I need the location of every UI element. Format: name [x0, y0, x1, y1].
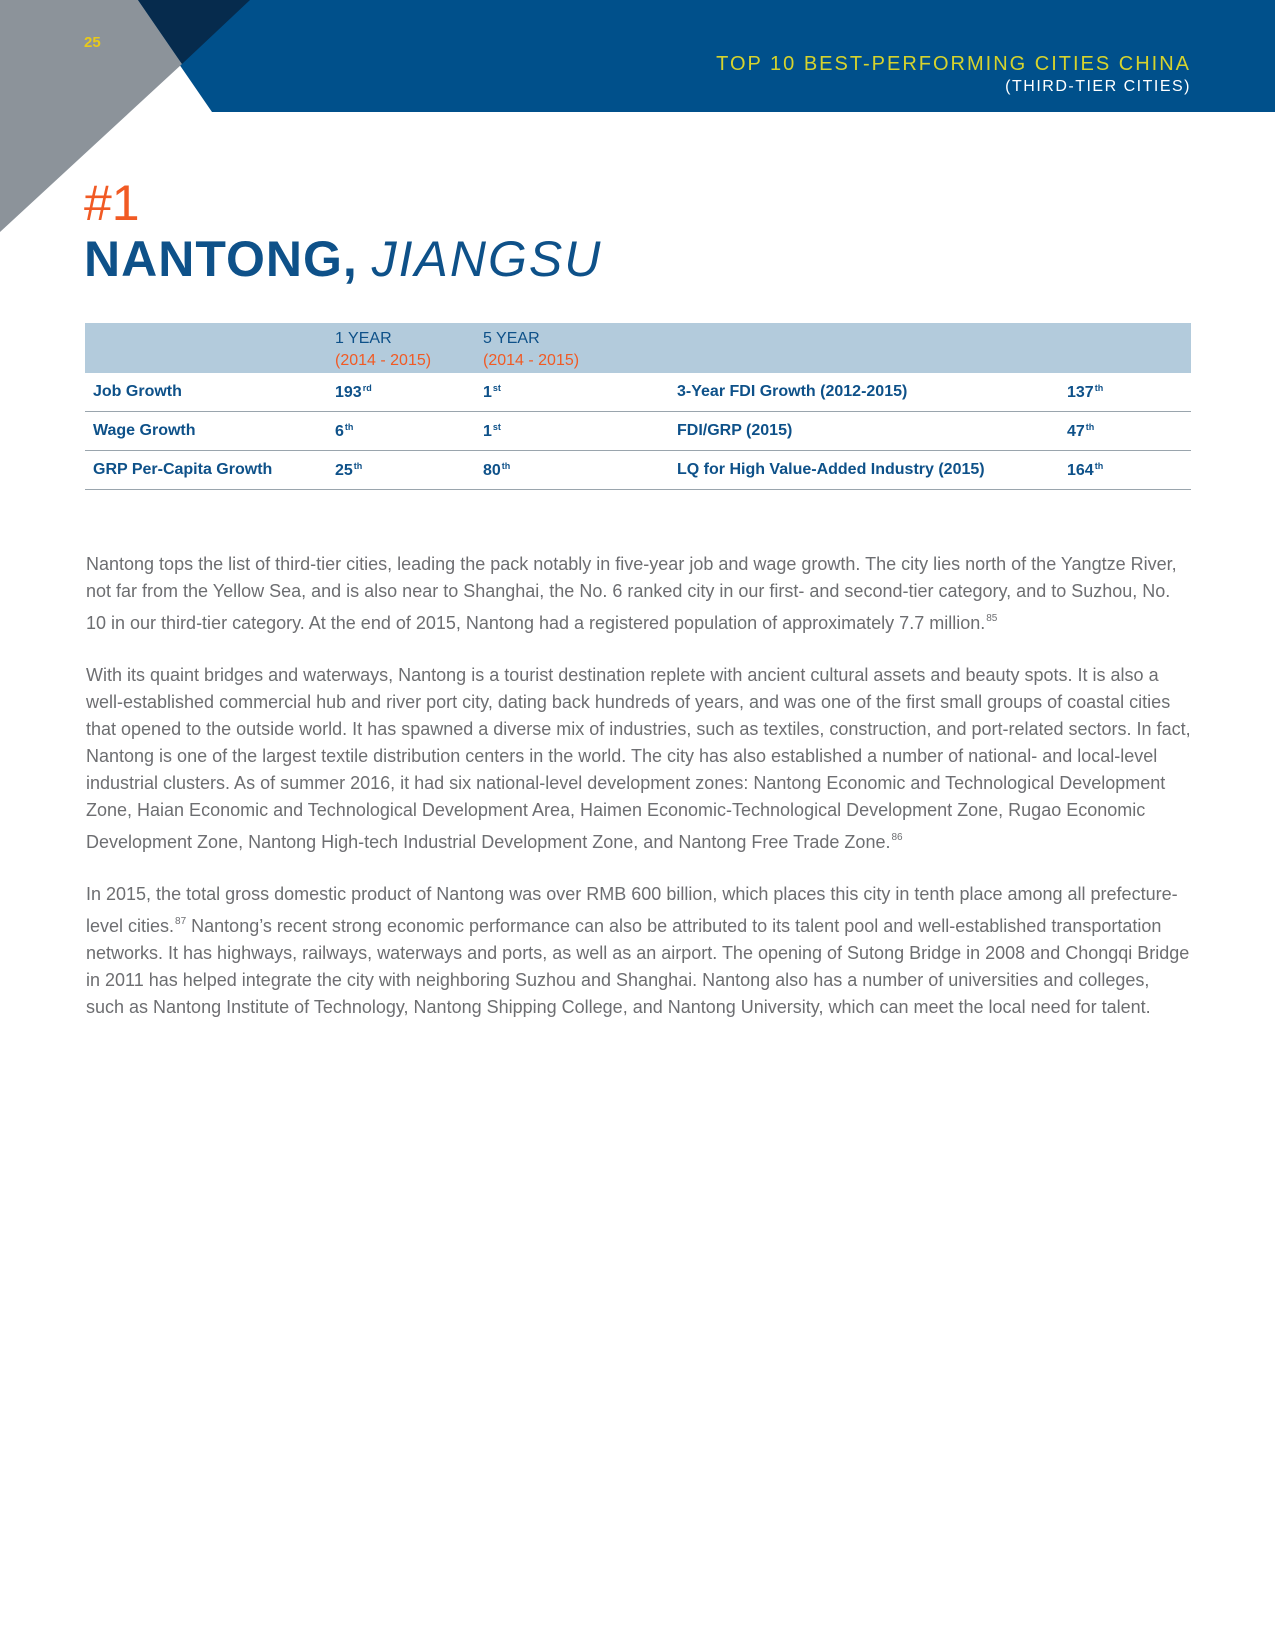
footnote-ref: 86 [891, 832, 903, 843]
footnote-ref: 87 [175, 916, 187, 927]
col-5-year-label: 5 YEAR [483, 330, 540, 347]
metric-rank: 164th [1067, 461, 1104, 479]
table-row [85, 373, 1191, 412]
rank-5-year: 1st [483, 383, 501, 401]
rank-5-year: 1st [483, 422, 501, 440]
header-title: TOP 10 BEST-PERFORMING CITIES CHINA [716, 53, 1191, 75]
table-row [85, 451, 1191, 490]
city-title [84, 231, 603, 287]
metric-label: FDI/GRP (2015) [677, 422, 793, 439]
city-rank: #1 [84, 175, 140, 231]
rank-1-year: 25th [335, 461, 363, 479]
header-subtitle: (THIRD-TIER CITIES) [1005, 78, 1191, 95]
header-background [0, 0, 1275, 240]
col-header-5-year [483, 328, 579, 372]
stats-table [85, 323, 1191, 490]
col-5-year-range: (2014 - 2015) [483, 352, 580, 369]
footnote-ref: 85 [986, 613, 998, 624]
rank-1-year: 193rd [335, 383, 372, 401]
table-row [85, 412, 1191, 451]
stats-table-header [85, 323, 1191, 373]
row-label: Job Growth [93, 383, 182, 400]
col-1-year-range: (2014 - 2015) [335, 352, 432, 369]
col-header-1-year [335, 328, 431, 372]
row-label: Wage Growth [93, 422, 196, 439]
row-label: GRP Per-Capita Growth [93, 461, 273, 478]
paragraph: With its quaint bridges and waterways, Nantong is a tourist destination replete with ancient cultural assets and beauty spots. It is also a well-established commercial hub and river port city, dating back hundreds of years, and was one of the first small groups of coastal cities that opened to the outside world. It has spawned a diverse mix of industries, such as textiles, construction, and port-related sectors. In fact, Nantong is one of the largest textile distribution centers in the world. The city has also established a number of national- and local-level industrial clusters. As of summer 2016, it had six national-level development zones: Nantong Economic and Technological Development Zone, Haian Economic and Technological Development Area, Haimen Economic-Technological Development Zone, Rugao Economic Development Zone, Nantong High-tech Industrial Development Zone, and Nantong Free Trade Zone.$^{86}$ [86, 665, 1191, 852]
body-text [86, 551, 1192, 1046]
paragraph: Nantong tops the list of third-tier cities, leading the pack notably in five-year job and wage growth. The city lies north of the Yangtze River, not far from the Yellow Sea, and is also near to Shanghai, the No. 6 ranked city in our first- and second-tier category, and to Suzhou, No. 10 in our third-tier category. At the end of 2015, Nantong had a registered population of approximately 7.7 million.$^{85}$ [86, 554, 1177, 633]
metric-label: LQ for High Value-Added Industry (2015) [677, 461, 985, 478]
rank-5-year: 80th [483, 461, 511, 479]
metric-rank: 47th [1067, 422, 1095, 440]
paragraph: In 2015, the total gross domestic product of Nantong was over RMB 600 billion, which places this city in tenth place among all prefecture-level cities.$^{87}$ Nantong’s recent strong economic performance can also be attributed to its talent pool and well-established transportation networks. It has highways, railways, waterways and ports, as well as an airport. The opening of Sutong Bridge in 2008 and Chongqi Bridge in 2011 has helped integrate the city with neighboring Suzhou and Shanghai. Nantong also has a number of universities and colleges, such as Nantong Institute of Technology, Nantong Shipping College, and Nantong University, which can meet the local need for talent. [86, 884, 1190, 1017]
page-number: 25 [84, 34, 101, 51]
rank-1-year: 6th [335, 422, 354, 440]
city-name: NANTONG, [84, 231, 358, 287]
province-name: JIANGSU [371, 231, 603, 287]
metric-rank: 137th [1067, 383, 1104, 401]
metric-label: 3-Year FDI Growth (2012-2015) [677, 383, 908, 400]
col-1-year-label: 1 YEAR [335, 330, 392, 347]
